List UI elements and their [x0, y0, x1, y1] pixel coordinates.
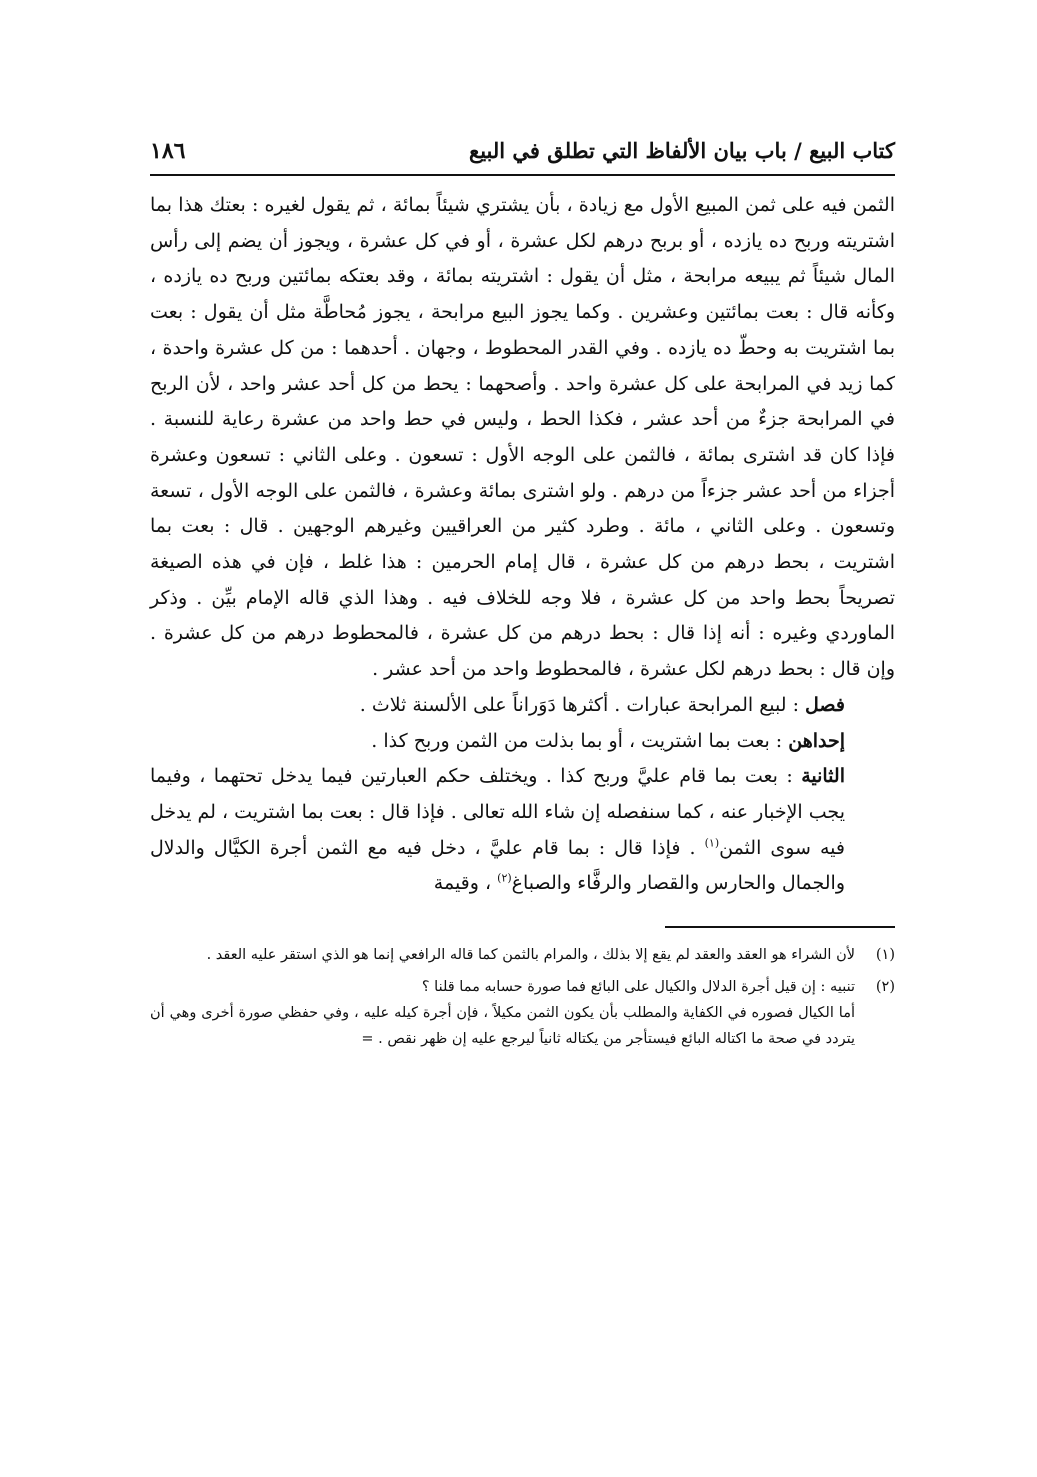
paragraph-first-expression [150, 724, 895, 760]
heading-second: الثانية [801, 765, 845, 788]
footnote-text [150, 974, 855, 1052]
paragraph-fasl [150, 688, 895, 724]
footnote-line: أما الكيال فصوره في الكفاية والمطلب بأن يكون الثمن مكيلاً ، فإن أجرة كيله عليه ، وفي حفظي صورة أخرى وهي أن يتردد في صحة ما اكتاله البائع فيستأجر من يكتاله ثانياً ليرجع عليه إن ظهر نقص . = [150, 1005, 855, 1048]
main-text [150, 188, 895, 902]
section-heading-fasl: فصل [805, 693, 845, 716]
paragraph-second-expression [150, 759, 895, 902]
paragraph-second-text-c: ، وقيمة [433, 872, 498, 895]
footnote-separator [665, 926, 895, 928]
footnote-text [150, 942, 855, 968]
footnote-ref-1[interactable]: (١) [704, 836, 720, 850]
running-header [150, 130, 895, 176]
page-number: ١٨٦ [150, 138, 186, 164]
paragraph-1: الثمن فيه على ثمن المبيع الأول مع زيادة ، بأن يشتري شيئاً بمائة ، ثم يقول لغيره : بعتك هذا بما اشتريته وربح ده يازده ، أو بربح درهم لكل عشرة ، أو في كل عشرة ، ويجوز أن يضم إلى رأس المال شيئاً ثم يبيعه مرابحة ، مثل أن يقول : اشتريته بمائة ، وقد بعتكه بمائتين وربح ده يازده ، وكأنه قال : بعت بمائتين وعشرين . وكما يجوز البيع مرابحة ، يجوز مُحاطَّة مثل أن يقول : بعت بما اشتريت به وحطّ ده يازده . وفي القدر المحطوط ، وجهان . أحدهما : من كل عشرة واحدة ، كما زيد في المرابحة على كل عشرة واحد . وأصحهما : يحط من كل أحد عشر واحد ، لأن الربح في المرابحة جزءٌ من أحد عشر ، فكذا الحط ، وليس في حط واحد من عشرة رعاية للنسبة . فإذا كان قد اشترى بمائة ، فالثمن على الوجه الأول : تسعون . وعلى الثاني : تسعون وعشرة أجزاء من أحد عشر جزءاً من درهم . ولو اشترى بمائة وعشرة ، فالثمن على الوجه الأول ، تسعة وتسعون . وعلى الثاني ، مائة . وطرد كثير من العراقيين وغيرهم الوجهين . قال : بعت بما اشتريت ، بحط درهم من كل عشرة ، قال إمام الحرمين : هذا غلط ، فإن في هذه الصيغة تصريحاً بحط واحد من كل عشرة ، فلا وجه للخلاف فيه . وهذا الذي قاله الإمام بيِّن . وذكر الماوردي وغيره : أنه إذا قال : بحط درهم من كل عشرة ، فالمحطوط درهم من كل عشرة . وإن قال : بحط درهم لكل عشرة ، فالمحطوط واحد من أحد عشر . [150, 194, 895, 681]
book-page [150, 130, 895, 1058]
footnote-1 [150, 942, 895, 968]
footnote-line: تنبيه : إن قيل أجرة الدلال والكيال على البائع فما صورة حسابه مما قلنا ؟ [421, 979, 855, 996]
footnote-line: لأن الشراء هو العقد والعقد لم يقع إلا بذلك ، والمرام بالثمن كما قاله الرافعي إنما هو الذي استقر عليه العقد . [206, 947, 855, 964]
paragraph-second-text-b: . فإذا قال : بما قام عليَّ ، دخل فيه مع الثمن أجرة الكيَّال والدلال والجمال والحارس والقصار والرفَّاء والصباغ [150, 836, 845, 895]
paragraph-first-text: : بعت بما اشتريت ، أو بما بذلت من الثمن وربح كذا . [371, 729, 789, 752]
footnote-2 [150, 974, 895, 1052]
footnotes [150, 942, 895, 1052]
footnote-ref-2[interactable]: (٢) [497, 872, 512, 886]
paragraph-second-text-a: : بعت بما قام عليَّ وربح كذا . ويختلف حكم العبارتين فيما يدخل تحتهما ، وفيما يجب الإخبار عنه ، كما سنفصله إن شاء الله تعالى . فإذا قال : بعت بما اشتريت ، لم يدخل فيه سوى الثمن [150, 765, 845, 859]
footnote-number: (٢) [875, 979, 895, 996]
paragraph-fasl-text: : لبيع المرابحة عبارات . أكثرها دَوَراناً على الألسنة ثلاث . [359, 693, 806, 716]
heading-first: إحداهن [788, 729, 845, 752]
header-title: كتاب البيع / باب بيان الألفاظ التي تطلق في البيع [469, 138, 895, 163]
footnote-number: (١) [875, 947, 895, 964]
